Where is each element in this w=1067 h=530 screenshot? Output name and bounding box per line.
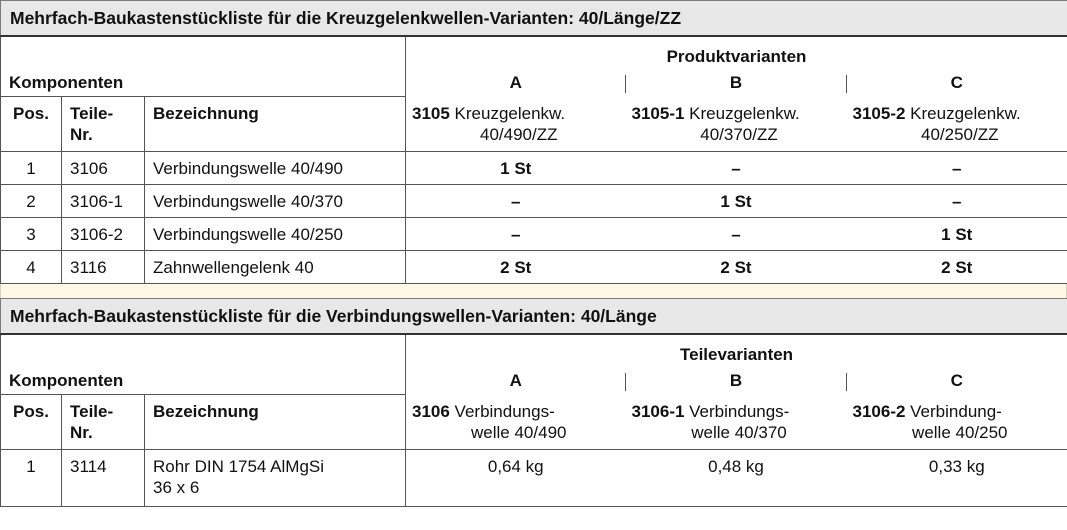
cell-weight-a: 0,64 kg [406,450,626,507]
cell-qty-a: – [406,218,626,251]
group-header: Produktvarianten [406,36,1067,69]
table-row [1,185,1067,218]
cell-bez: Zahnwellengelenk 40 [145,251,406,284]
variant-letter-a: A [406,367,626,395]
variant-letter-c: C [847,367,1067,395]
table-title: Mehrfach-Baukastenstückliste für die Verbindungswellen-Varianten: 40/Länge [1,299,1067,335]
cell-qty-b: 1 St [626,185,847,218]
cell-qty-c: – [847,185,1067,218]
cell-qty-a: 1 St [406,152,626,185]
cell-nr: 3116 [62,251,145,284]
cell-weight-b: 0,48 kg [626,450,847,507]
components-header: Komponenten [1,367,406,395]
col-pos-header: Pos. [1,97,62,152]
table-title: Mehrfach-Baukastenstückliste für die Kreuzgelenkwellen-Varianten: 40/Länge/ZZ [1,1,1067,37]
components-header: Komponenten [1,69,406,97]
col-pos-header: Pos. [1,395,62,450]
variant-header-b: 3106-1 Verbindungs- welle 40/370 [626,395,847,450]
cell-qty-a: – [406,185,626,218]
table-row [1,218,1067,251]
cell-bez: Rohr DIN 1754 AlMgSi 36 x 6 [145,450,406,507]
cell-pos: 3 [1,218,62,251]
cell-qty-a: 2 St [406,251,626,284]
cell-pos: 2 [1,185,62,218]
col-bezeichnung-header: Bezeichnung [145,395,406,450]
cell-nr: 3114 [62,450,145,507]
cell-nr: 3106 [62,152,145,185]
table-gap [0,284,1067,298]
col-bezeichnung-header: Bezeichnung [145,97,406,152]
cell-pos: 1 [1,152,62,185]
table-row [1,152,1067,185]
bom-table-part-variants [0,298,1067,507]
table-row [1,251,1067,284]
col-teile-header: Teile- Nr. [62,395,145,450]
cell-qty-c: 2 St [847,251,1067,284]
cell-pos: 4 [1,251,62,284]
cell-nr: 3106-2 [62,218,145,251]
table-row [1,450,1067,507]
cell-bez: Verbindungswelle 40/250 [145,218,406,251]
group-header: Teilevarianten [406,334,1067,367]
cell-qty-b: – [626,152,847,185]
variant-header-a: 3106 Verbindungs- welle 40/490 [406,395,626,450]
cell-bez: Verbindungswelle 40/490 [145,152,406,185]
cell-qty-c: 1 St [847,218,1067,251]
cell-nr: 3106-1 [62,185,145,218]
cell-qty-b: – [626,218,847,251]
variant-letter-c: C [847,69,1067,97]
variant-header-b: 3105-1 Kreuzgelenkw. 40/370/ZZ [626,97,847,152]
cell-qty-b: 2 St [626,251,847,284]
variant-header-a: 3105 Kreuzgelenkw. 40/490/ZZ [406,97,626,152]
cell-bez: Verbindungswelle 40/370 [145,185,406,218]
cell-qty-c: – [847,152,1067,185]
variant-letter-b: B [626,69,847,97]
variant-letter-a: A [406,69,626,97]
variant-header-c: 3105-2 Kreuzgelenkw. 40/250/ZZ [847,97,1067,152]
variant-header-c: 3106-2 Verbindung- welle 40/250 [847,395,1067,450]
cell-weight-c: 0,33 kg [847,450,1067,507]
cell-pos: 1 [1,450,62,507]
col-teile-header: Teile- Nr. [62,97,145,152]
variant-letter-b: B [626,367,847,395]
